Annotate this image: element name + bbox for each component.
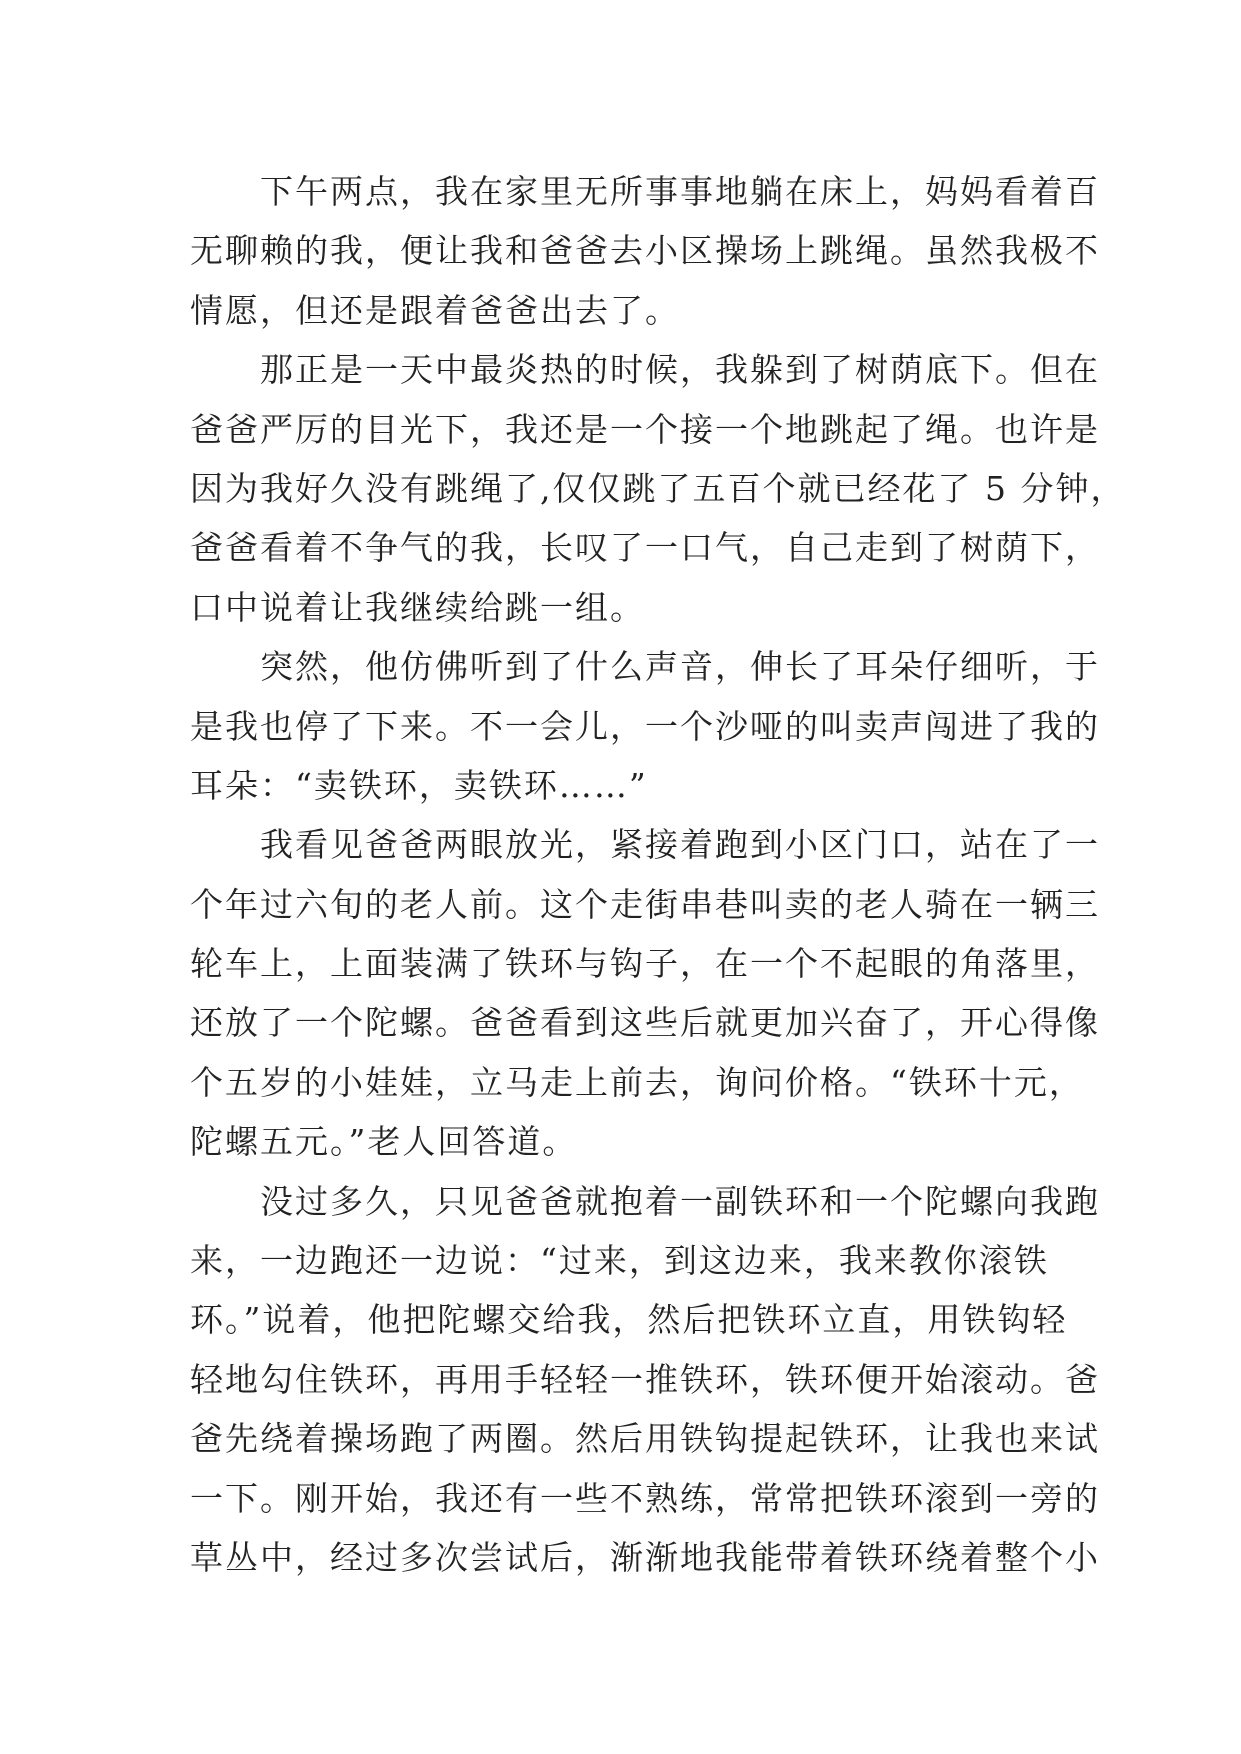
paragraph-3 <box>190 637 1100 815</box>
essay-body <box>190 162 1126 1587</box>
text-line: 来，一边跑还一边说：“过来，到这边来，我来教你滚铁 <box>190 1241 1049 1281</box>
text-line: 口中说着让我继续给跳一组。 <box>190 587 645 627</box>
text-line: 一下。刚开始，我还有一些不熟练，常常把铁环滚到一旁的 <box>190 1478 1100 1518</box>
text-line: 没过多久，只见爸爸就抱着一副铁环和一个陀螺向我跑 <box>260 1181 1100 1221</box>
paragraph-2 <box>190 340 1126 637</box>
text-line: 环。”说着，他把陀螺交给我，然后把铁环立直，用铁钩轻 <box>190 1300 1068 1340</box>
text-line: 因为我好久没有跳绳了,仅仅跳了五百个就已经花了 5 分钟， <box>190 468 1126 508</box>
text-line: 爸爸严厉的目光下，我还是一个接一个地跳起了绳。也许是 <box>190 409 1100 449</box>
text-line: 我看见爸爸两眼放光，紧接着跑到小区门口，站在了一 <box>260 825 1100 865</box>
text-line: 是我也停了下来。不一会儿，一个沙哑的叫卖声闯进了我的 <box>190 706 1100 746</box>
text-line: 那正是一天中最炎热的时候，我躲到了树荫底下。但在 <box>260 350 1100 390</box>
text-line: 无聊赖的我，便让我和爸爸去小区操场上跳绳。虽然我极不 <box>190 231 1100 271</box>
text-line: 陀螺五元。”老人回答道。 <box>190 1122 578 1162</box>
paragraph-4 <box>190 815 1100 1171</box>
text-line: 下午两点，我在家里无所事事地躺在床上，妈妈看着百 <box>260 172 1100 211</box>
text-line: 还放了一个陀螺。爸爸看到这些后就更加兴奋了，开心得像 <box>190 1003 1100 1043</box>
text-line: 个年过六旬的老人前。这个走街串巷叫卖的老人骑在一辆三 <box>190 884 1100 924</box>
text-line: 突然，他仿佛听到了什么声音，伸长了耳朵仔细听，于 <box>260 647 1100 687</box>
text-line: 爸先绕着操场跑了两圈。然后用铁钩提起铁环，让我也来试 <box>190 1419 1100 1459</box>
text-line: 爸爸看着不争气的我，长叹了一口气，自己走到了树荫下， <box>190 528 1100 568</box>
text-line: 个五岁的小娃娃，立马走上前去，询问价格。“铁环十元， <box>190 1062 1084 1102</box>
text-line: 草丛中，经过多次尝试后，渐渐地我能带着铁环绕着整个小 <box>190 1537 1100 1577</box>
paragraph-5 <box>190 1172 1100 1588</box>
text-line: 耳朵：“卖铁环，卖铁环……” <box>190 765 648 805</box>
text-line: 轮车上，上面装满了铁环与钩子，在一个不起眼的角落里， <box>190 944 1100 984</box>
paragraph-1 <box>190 162 1100 340</box>
text-line: 轻地勾住铁环，再用手轻轻一推铁环，铁环便开始滚动。爸 <box>190 1359 1100 1399</box>
text-line: 情愿，但还是跟着爸爸出去了。 <box>190 290 680 330</box>
